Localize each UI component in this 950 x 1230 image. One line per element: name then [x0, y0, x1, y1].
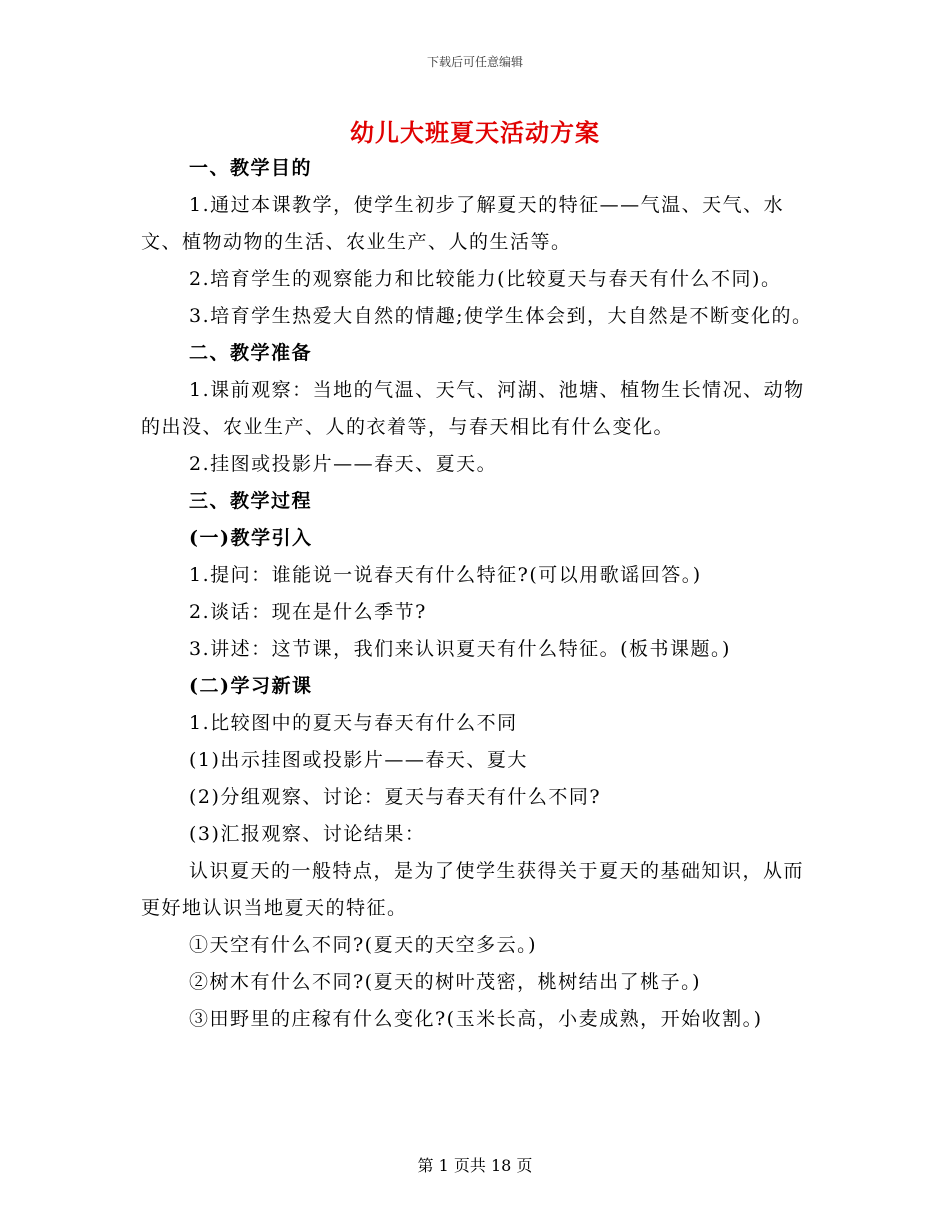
body-paragraph: ③田野里的庄稼有什么变化?(玉米长高，小麦成熟，开始收割。) [189, 1008, 763, 1030]
body-paragraph: ②树木有什么不同?(夏天的树叶茂密，桃树结出了桃子。) [189, 971, 702, 993]
body-paragraph: (1)出示挂图或投影片——春天、夏大 [189, 749, 528, 771]
body-paragraph: 2.谈话：现在是什么季节? [189, 601, 427, 623]
body-paragraph: 认识夏天的一般特点，是为了使学生获得关于夏天的基础知识，从而更好地认识当地夏天的特征。 [141, 860, 805, 919]
subsection-heading: (二)学习新课 [189, 675, 313, 697]
body-paragraph: (2)分组观察、讨论：夏天与春天有什么不同? [189, 786, 602, 808]
body-paragraph: 3.培育学生热爱大自然的情趣;使学生体会到，大自然是不断变化的。 [189, 305, 813, 327]
section-heading: 一、教学目的 [189, 157, 313, 179]
body-paragraph: 2.培育学生的观察能力和比较能力(比较夏天与春天有什么不同)。 [189, 268, 782, 290]
document-body [141, 150, 813, 1038]
body-paragraph: 1.比较图中的夏天与春天有什么不同 [189, 712, 518, 734]
body-paragraph: 2.挂图或投影片——春天、夏天。 [189, 453, 498, 475]
subsection-heading: (一)教学引入 [189, 527, 313, 549]
section-heading: 三、教学过程 [189, 490, 313, 512]
body-paragraph: 1.通过本课教学，使学生初步了解夏天的特征——气温、天气、水文、植物动物的生活、农业生产、人的生活等。 [141, 194, 785, 253]
body-paragraph: (3)汇报观察、讨论结果： [189, 823, 426, 845]
body-paragraph: 1.提问：谁能说一说春天有什么特征?(可以用歌谣回答。) [189, 564, 702, 586]
page-footer: 第 1 页共 18 页 [417, 1156, 533, 1175]
body-paragraph: 3.讲述：这节课，我们来认识夏天有什么特征。(板书课题。) [189, 638, 731, 660]
section-heading: 二、教学准备 [189, 342, 313, 364]
body-paragraph: ①天空有什么不同?(夏天的天空多云。) [189, 934, 538, 956]
document-title: 幼儿大班夏天活动方案 [350, 118, 600, 147]
page-header-note: 下载后可任意编辑 [426, 55, 523, 69]
body-paragraph: 1.课前观察：当地的气温、天气、河湖、池塘、植物生长情况、动物的出没、农业生产、人的衣着等，与春天相比有什么变化。 [141, 379, 805, 438]
